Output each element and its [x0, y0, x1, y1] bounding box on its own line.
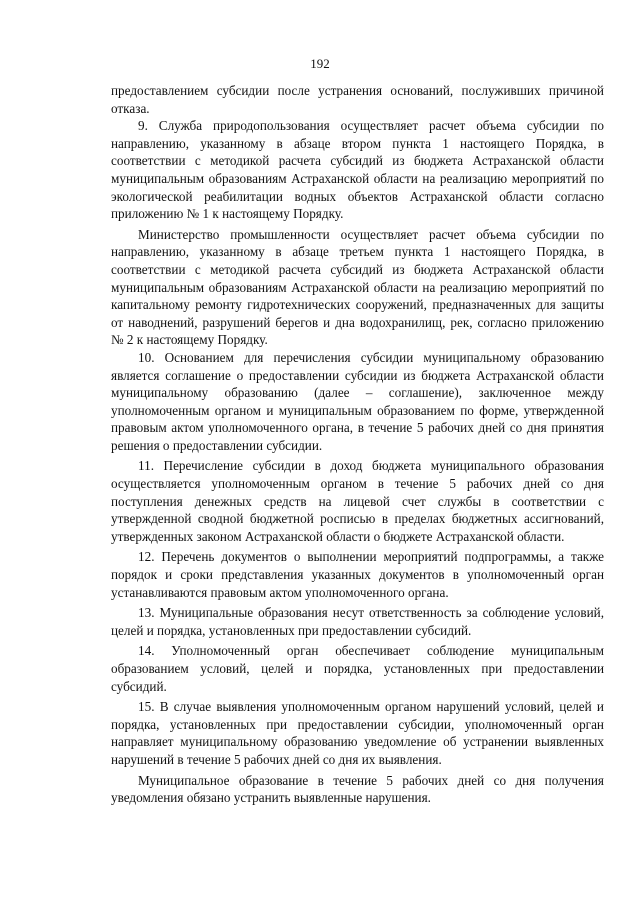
paragraph-12: 12. Перечень документов о выполнении мероприятий подпрограммы, а также порядок и сроки представления указанных документов в уполномоченный орган устанавливаются правовым актом уполномоченного органа.	[111, 549, 604, 600]
page-number: 192	[310, 56, 330, 71]
paragraph-11: 11. Перечисление субсидии в доход бюджета муниципального образования осуществляется уполномоченным органом в течение 5 рабочих дней со дня поступления денежных средств на лицевой счет службы в соответствии с утвержденной сводной бюджетной росписью в пределах бюджетных ассигнований, утвержденных законом Астраханской области о бюджете Астраханской области.	[111, 458, 604, 544]
paragraph-14: 14. Уполномоченный орган обеспечивает соблюдение муниципальным образованием условий, целей и порядка, установленных при предоставлении субсидий.	[111, 643, 604, 694]
paragraph-continuation: предоставлением субсидии после устранения оснований, послуживших причиной отказа.	[111, 83, 604, 116]
paragraph-final: Муниципальное образование в течение 5 рабочих дней со дня получения уведомления обязано устранить выявленные нарушения.	[111, 772, 604, 806]
paragraph-9: 9. Служба природопользования осуществляет расчет объема субсидии по направлению, указанному в абзаце втором пункта 1 настоящего Порядка, в соответствии с методикой расчета субсидий из бюджета Астраханской области муниципальным образованиям Астраханской области на реализацию мероприятий по экологической реабилитации водных объектов Астраханской области согласно приложению № 1 к настоящему Порядку.	[111, 118, 604, 222]
paragraph-13: 13. Муниципальные образования несут ответственность за соблюдение условий, целей и порядка, установленных при предоставлении субсидий.	[111, 605, 604, 638]
document-body	[111, 82, 604, 807]
paragraph-10: 10. Основанием для перечисления субсидии муниципальному образованию является соглашение о предоставлении субсидии из бюджета Астраханской области муниципальному образованию (далее – соглашение), заключенное между уполномоченным органом и муниципальным образованием по форме, утвержденной правовым актом уполномоченного органа, в течение 5 рабочих дней со дня принятия решения о предоставлении субсидии.	[111, 349, 604, 453]
paragraph-ministry: Министерство промышленности осуществляет расчет объема субсидии по направлению, указанному в абзаце третьем пункта 1 настоящего Порядка, в соответствии с методикой расчета субсидий из бюджета Астраханской области муниципальным образованиям Астраханской области на реализацию мероприятий по капитальному ремонту гидротехнических сооружений, предназначенных для защиты от наводнений, разрушений берегов и дна водохранилищ, рек, согласно приложению № 2 к настоящему Порядку.	[111, 226, 604, 348]
paragraph-15: 15. В случае выявления уполномоченным органом нарушений условий, целей и порядка, установленных при предоставлении субсидии, уполномоченный орган направляет муниципальному образованию уведомление об устранении выявленных нарушений в течение 5 рабочих дней со дня их выявления.	[111, 699, 604, 767]
